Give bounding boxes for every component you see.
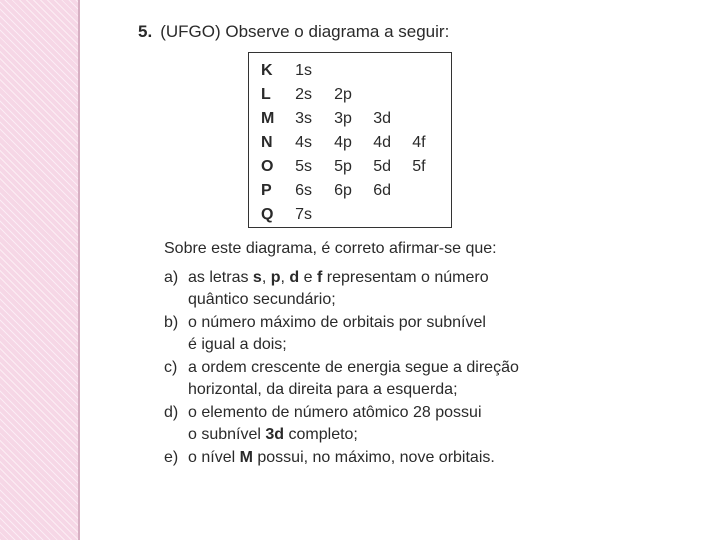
answer-option bbox=[164, 447, 564, 470]
option-segment: as letras bbox=[188, 268, 253, 286]
shell-label: M bbox=[261, 110, 275, 127]
option-emphasis: M bbox=[239, 448, 253, 466]
answer-option bbox=[164, 402, 564, 447]
diagram-row bbox=[261, 59, 451, 83]
diagram-row bbox=[261, 155, 451, 179]
subshell-cell: 3s bbox=[295, 110, 313, 127]
answer-option bbox=[164, 357, 564, 402]
option-segment: o nível bbox=[188, 448, 240, 466]
option-segment: completo; bbox=[284, 426, 358, 443]
subshell-cell: 6p bbox=[334, 182, 352, 199]
option-segment: horizontal, da direita para a esquerda; bbox=[188, 381, 458, 398]
subshell-cell: 5d bbox=[373, 158, 391, 175]
shell-label: Q bbox=[261, 206, 274, 223]
option-segment: é igual a dois; bbox=[188, 336, 287, 353]
subshell-cell: 4d bbox=[373, 134, 391, 151]
subshell-cell: 2s bbox=[295, 86, 313, 103]
subshell-cell: 4p bbox=[334, 134, 352, 151]
question-number: 5. bbox=[138, 22, 153, 41]
option-text bbox=[188, 357, 519, 402]
option-segment: , bbox=[280, 268, 290, 286]
option-letter: c) bbox=[164, 358, 178, 376]
option-line bbox=[188, 334, 486, 357]
option-text bbox=[188, 267, 489, 312]
option-line bbox=[188, 289, 489, 312]
option-line bbox=[188, 357, 519, 380]
subshell-cell: 5s bbox=[295, 158, 313, 175]
diagram-row bbox=[261, 131, 451, 155]
energy-level-diagram bbox=[261, 59, 451, 227]
option-segment: o elemento de número atômico 28 possui bbox=[188, 403, 482, 421]
option-segment: o número máximo de orbitais por subnível bbox=[188, 313, 486, 331]
option-line bbox=[188, 312, 486, 335]
options-list bbox=[164, 267, 564, 470]
shell-label: P bbox=[261, 182, 272, 199]
diagram-box bbox=[248, 52, 452, 228]
option-segment: a ordem crescente de energia segue a direção bbox=[188, 358, 519, 376]
subshell-cell: 3p bbox=[334, 110, 352, 127]
option-text bbox=[188, 447, 495, 470]
subshell-cell: 5f bbox=[412, 158, 426, 175]
option-emphasis: d bbox=[289, 268, 300, 286]
option-line bbox=[188, 402, 482, 425]
answer-option bbox=[164, 312, 564, 357]
shell-label: O bbox=[261, 158, 274, 175]
option-line bbox=[188, 447, 495, 470]
option-emphasis: f bbox=[316, 268, 323, 286]
option-letter: a) bbox=[164, 268, 179, 286]
decorative-sidebar bbox=[0, 0, 80, 540]
subshell-cell: 6d bbox=[373, 182, 391, 199]
option-segment: o subnível bbox=[188, 426, 266, 443]
subshell-cell: 3d bbox=[373, 110, 391, 127]
option-text bbox=[188, 402, 482, 447]
option-line bbox=[188, 424, 482, 447]
subshell-cell: 7s bbox=[295, 206, 313, 223]
option-line bbox=[188, 379, 519, 402]
shell-label: L bbox=[261, 86, 271, 103]
diagram-row bbox=[261, 83, 451, 107]
question-body bbox=[164, 238, 564, 469]
option-emphasis: s bbox=[252, 268, 262, 286]
shell-label: N bbox=[261, 134, 273, 151]
option-segment: quântico secundário; bbox=[188, 291, 336, 308]
option-text bbox=[188, 312, 486, 357]
subshell-cell: 4s bbox=[295, 134, 313, 151]
option-emphasis: 3d bbox=[265, 426, 285, 443]
subshell-cell: 6s bbox=[295, 182, 313, 199]
option-segment: , bbox=[261, 268, 271, 286]
subshell-cell: 4f bbox=[412, 134, 426, 151]
option-line bbox=[188, 267, 489, 290]
option-letter: d) bbox=[164, 403, 179, 421]
option-letter: b) bbox=[164, 313, 179, 331]
option-segment: e bbox=[299, 268, 317, 286]
question-title: (UFGO) Observe o diagrama a seguir: bbox=[160, 22, 450, 41]
subshell-cell: 2p bbox=[334, 86, 352, 103]
subshell-cell: 1s bbox=[295, 62, 313, 79]
shell-label: K bbox=[261, 62, 273, 79]
option-letter: e) bbox=[164, 448, 179, 466]
diagram-row bbox=[261, 107, 451, 131]
question-header bbox=[138, 22, 449, 42]
diagram-row bbox=[261, 179, 451, 203]
subshell-cell: 5p bbox=[334, 158, 352, 175]
option-segment: possui, no máximo, nove orbitais. bbox=[252, 448, 495, 466]
question-intro: Sobre este diagrama, é correto afirmar-se que: bbox=[164, 240, 497, 257]
option-segment: representam o número bbox=[322, 268, 489, 286]
diagram-row bbox=[261, 203, 451, 227]
answer-option bbox=[164, 267, 564, 312]
option-emphasis: p bbox=[270, 268, 281, 286]
